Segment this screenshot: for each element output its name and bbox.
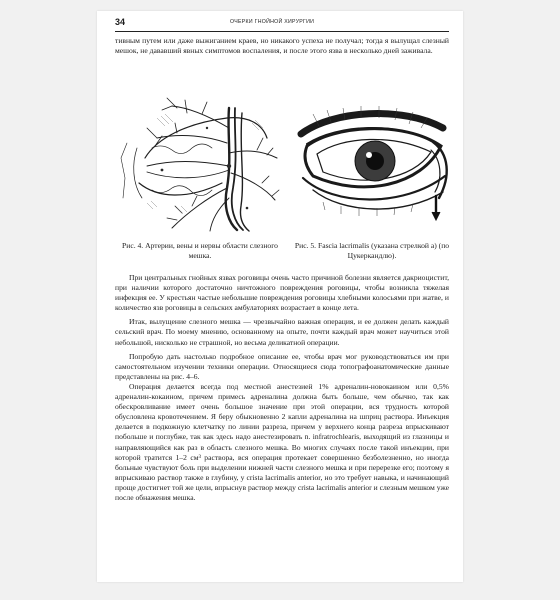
figure-4-caption: Рис. 4. Артерии, вены и нервы области слезного мешка. [122, 241, 278, 260]
top-text [115, 36, 449, 56]
top-paragraph: тивным путем или даже выжиганием краев, но никакого успеха не получал; тогда я вылущал слезный мешок, не дававший явных симптомов воспаления, и после этого язва в несколько дней заживала. [115, 36, 449, 56]
book-page [97, 11, 463, 582]
paragraph: Операция делается всегда под местной анестезией 1% адреналин-новокаином или 0,5% адреналин-кокаином, причем примесь адреналина должна быть больше, чем обычно, так как обескровливание имеет очень большое значение при этой операции, вся трудность которой обусловлена кровотечением. Я беру обыкновенно 2 капли адреналина на шприц раствора. Инъекция делается в подкожную клетчатку по линии разреза, причем у верхнего конца разреза впрыскивают побольше и поглубже, так как здесь надо анестезировать n. infratrochlearis, выходящий из глазницы и направляющийся как раз в область слезного мешка. Во многих случаях после такой инъекции, при которой тратится 1–2 см³ раствора, вся операция протекает совершенно безболезненно, но иногда больные чувствуют боль при выделении нижней части слезного мешка и при перерезке его; поэтому я впрыскиваю раствор также в глубину, у crista lacrimalis anterior, но это требует навыка, и начинающий проще достигнет той же цели, впрыснув раствор между crista lacrimalis anterior и слезным мешком уже после обнажения мешка. [115, 381, 449, 502]
paragraph: При центральных гнойных язвах роговицы очень часто причиной болезни является дакриоцистит, при наличии которого достаточно ничтожного повреждения роговицы, чтобы возникла тяжелая инфекция ее. У крестьян частые небольшие повреждения роговицы хлебными колосьями при жатве, и количество язв роговицы в сельских амбулаториях возрастает в конце лета. [115, 273, 449, 313]
page-number: 34 [115, 17, 126, 27]
body-text [115, 273, 449, 503]
figure-5-caption: Рис. 5. Fascia lacrimalis (указана стрелкой а) (по Цукеркандлю). [294, 241, 450, 260]
vessels-nerves-drawing [117, 88, 281, 233]
paragraph: Итак, вылущение слезного мешка — чрезвычайно важная операция, и ее должен делать каждый сельский врач. По моему мнению, основанному на опыте, почти каждый врач может научиться этой небольшой, нисколько не страшной, но весьма деликатной операции. [115, 317, 449, 347]
figure-5-illustration [293, 106, 453, 226]
running-head [115, 17, 449, 32]
figure-4-illustration [117, 88, 281, 233]
eye-fascia-drawing [293, 106, 453, 226]
paragraph: Попробую дать настолько подробное описание ее, чтобы врач мог руководствоваться им при самостоятельном изучении техники операции. Относящиеся сюда топографоанатомические данные представлены на рис. 4–6. [115, 351, 449, 381]
book-title: ОЧЕРКИ ГНОЙНОЙ ХИРУРГИИ [230, 19, 315, 25]
